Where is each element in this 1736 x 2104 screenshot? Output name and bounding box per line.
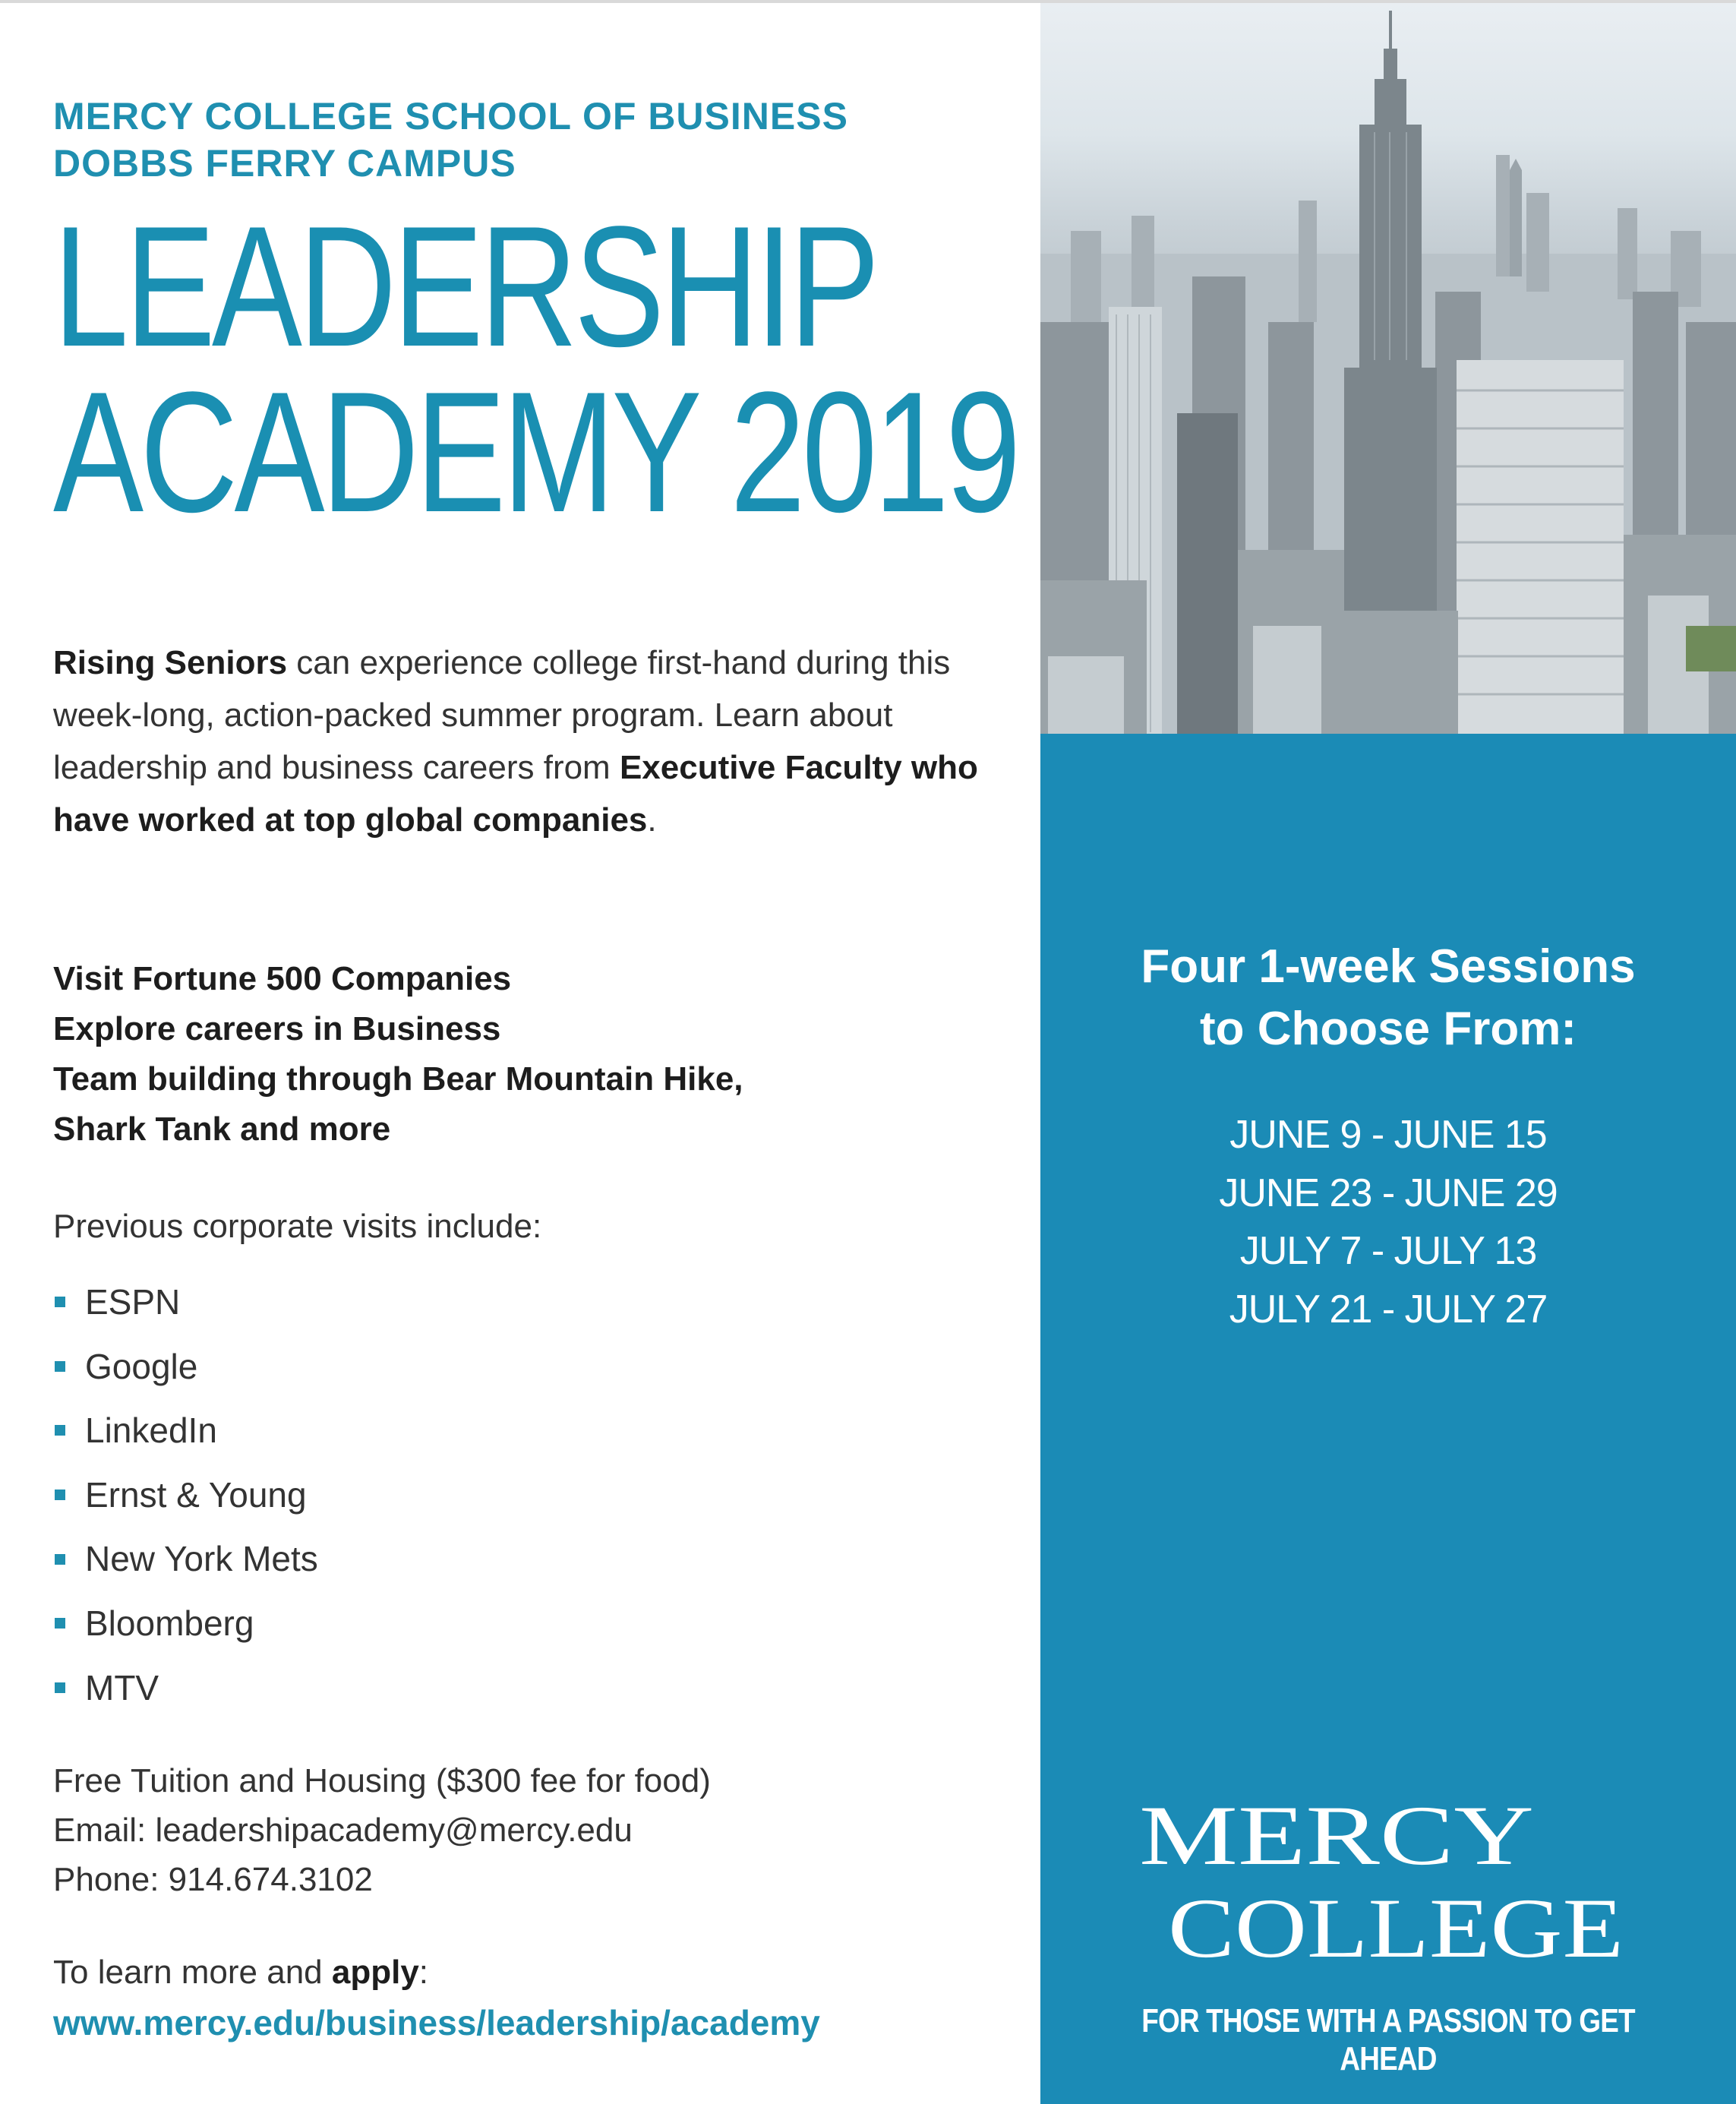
right-panel xyxy=(1040,3,1736,2104)
mercy-college-logo xyxy=(1040,1779,1736,1984)
page-title xyxy=(53,190,1018,548)
apply-suffix: : xyxy=(418,1954,429,1991)
program-highlights xyxy=(53,954,743,1155)
bullet-icon xyxy=(55,1682,65,1693)
highlight-item: Explore careers in Business xyxy=(53,1010,501,1047)
title-line-1: LEADERSHIP xyxy=(53,190,876,382)
visit-name: Bloomberg xyxy=(85,1603,254,1643)
phone-line[interactable]: Phone: 914.674.3102 xyxy=(53,1861,373,1898)
logo-word-mercy: MERCY xyxy=(1139,1789,1534,1883)
session-date: JULY 7 - JULY 13 xyxy=(1239,1229,1537,1273)
tuition-note: Free Tuition and Housing ($300 fee for food) xyxy=(53,1762,711,1799)
intro-bold-faculty: Executive Faculty who have worked at top global companies xyxy=(53,749,978,839)
title-line-2: ACADEMY 2019 xyxy=(53,355,1018,548)
sessions-heading-line-2: to Choose From: xyxy=(1200,1003,1577,1055)
intro-paragraph xyxy=(53,637,987,846)
visit-name: ESPN xyxy=(85,1282,181,1322)
visit-name: LinkedIn xyxy=(85,1411,217,1451)
bullet-icon xyxy=(55,1297,65,1307)
list-item xyxy=(53,1335,318,1399)
bullet-icon xyxy=(55,1618,65,1629)
bullet-icon xyxy=(55,1554,65,1565)
list-item xyxy=(53,1270,318,1335)
email-line[interactable]: Email: leadershipacademy@mercy.edu xyxy=(53,1812,633,1849)
visit-name: Google xyxy=(85,1346,198,1386)
visit-name: MTV xyxy=(85,1667,159,1708)
highlight-item: Shark Tank and more xyxy=(53,1110,391,1148)
bullet-icon xyxy=(55,1490,65,1500)
visit-name: Ernst & Young xyxy=(85,1474,307,1515)
intro-text-1: can experience college first-hand during this week-long, action-packed summer program. Learn about leadership and business careers from xyxy=(53,644,951,786)
list-item xyxy=(53,1656,318,1720)
school-name xyxy=(53,93,848,187)
session-date: JULY 21 - JULY 27 xyxy=(1229,1287,1548,1332)
session-date: JUNE 9 - JUNE 15 xyxy=(1229,1113,1547,1157)
apply-url-link[interactable]: www.mercy.edu/business/leadership/academy xyxy=(53,2003,820,2042)
list-item xyxy=(53,1398,318,1463)
logo-word-college: COLLEGE xyxy=(1168,1881,1624,1976)
session-dates xyxy=(1040,1106,1736,1338)
list-item xyxy=(53,1591,318,1656)
intro-text-2: . xyxy=(647,801,657,839)
school-line-1: MERCY COLLEGE SCHOOL OF BUSINESS xyxy=(53,95,848,137)
visits-heading: Previous corporate visits include: xyxy=(53,1208,542,1245)
session-date: JUNE 23 - JUNE 29 xyxy=(1219,1170,1558,1215)
bullet-icon xyxy=(55,1361,65,1372)
list-item xyxy=(53,1527,318,1591)
sessions-heading-line-1: Four 1-week Sessions xyxy=(1141,940,1636,993)
apply-prefix: To learn more and xyxy=(53,1954,332,1991)
sessions-heading xyxy=(1040,936,1736,1060)
skyline-illustration xyxy=(1040,3,1736,734)
visits-list xyxy=(53,1270,318,1720)
logo-tagline: FOR THOSE WITH A PASSION TO GET AHEAD xyxy=(1141,2002,1635,2077)
apply-bold: apply xyxy=(331,1954,419,1991)
list-item xyxy=(53,1463,318,1527)
city-skyline-photo xyxy=(1040,3,1736,734)
intro-bold-audience: Rising Seniors xyxy=(53,644,288,681)
highlight-item: Visit Fortune 500 Companies xyxy=(53,960,512,997)
highlight-item: Team building through Bear Mountain Hike, xyxy=(53,1060,743,1098)
visit-name: New York Mets xyxy=(85,1539,318,1579)
contact-info xyxy=(53,1756,711,1904)
bullet-icon xyxy=(55,1425,65,1436)
campus-line: DOBBS FERRY CAMPUS xyxy=(53,142,516,185)
apply-prompt xyxy=(53,1954,428,1992)
